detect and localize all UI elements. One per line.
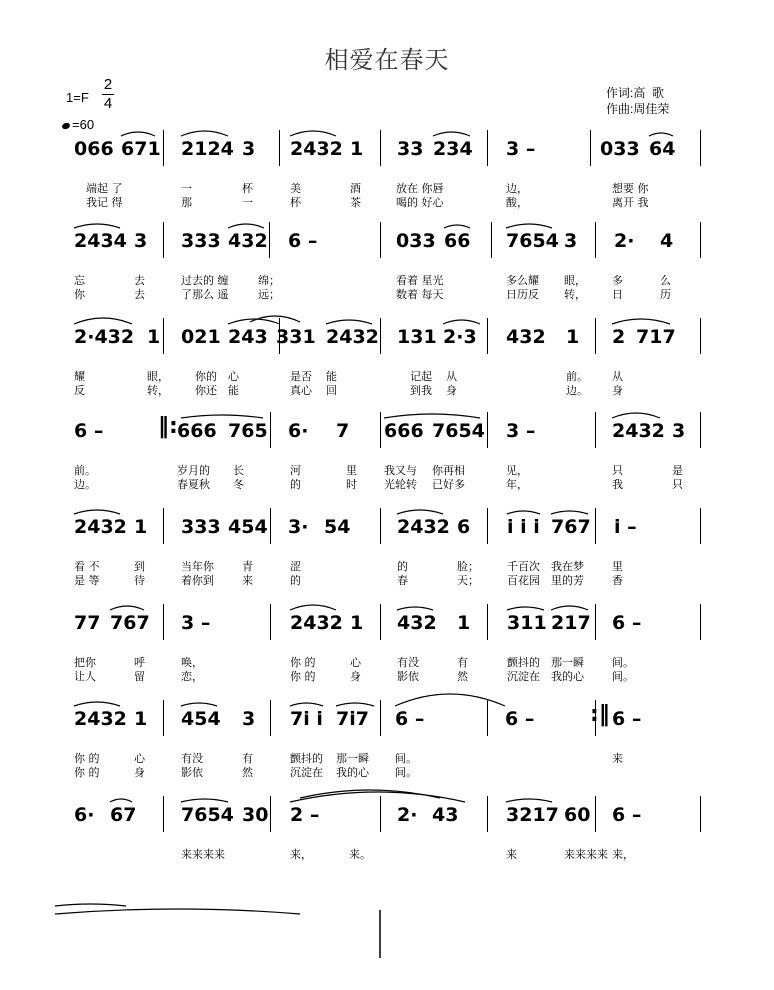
lyric-verse-2: 的 — [290, 574, 301, 587]
lyric-verse-1: 来。 — [349, 848, 371, 861]
lyric-verse-1: 间。 — [612, 656, 634, 669]
note-group: 033 — [396, 230, 436, 252]
lyric-verse-2: 你 — [74, 288, 85, 301]
lyric-verse-2: 里的芳 — [551, 574, 584, 587]
lyric-verse-1: 脸； — [457, 560, 479, 573]
slur — [181, 415, 263, 418]
lyric-verse-2: 回 — [326, 384, 337, 397]
note-group: 454 — [181, 708, 221, 730]
lyric-verse-1: 去 — [134, 274, 145, 287]
slur — [612, 319, 670, 324]
score-row-partial — [0, 900, 774, 990]
lyric-verse-2: 已好多 — [432, 478, 465, 491]
lyric-verse-2: 香 — [612, 574, 623, 587]
lyric-verse-1: 来 — [612, 752, 623, 765]
lyric-verse-2: 天； — [457, 574, 479, 587]
slur — [55, 909, 300, 914]
lyric-verse-2: 酸， — [506, 196, 528, 209]
note-group: 33 — [397, 138, 424, 160]
slur — [384, 414, 480, 418]
score-row — [0, 130, 774, 220]
note-group: 333 — [181, 230, 221, 252]
lyric-verse-2: 远； — [258, 288, 280, 301]
slur — [551, 606, 588, 610]
score-row — [0, 318, 774, 408]
note-group: 2 – — [290, 804, 320, 826]
lyric-verse-2: 数着 每天 — [396, 288, 444, 301]
time-sig-bottom: 4 — [103, 95, 113, 112]
note-group: i – — [614, 516, 637, 538]
lyric-verse-1: 颤抖的 — [507, 656, 540, 669]
note-group: 2432 — [74, 516, 127, 538]
lyric-verse-2: 你 的 — [74, 766, 100, 779]
slur — [181, 703, 217, 706]
note-group: 2124 — [181, 138, 234, 160]
score-row — [0, 222, 774, 312]
lyric-verse-2: 转， — [564, 288, 586, 301]
slur — [74, 510, 120, 514]
lyric-verse-2: 了那么 遥 — [181, 288, 229, 301]
lyric-verse-1: 有 — [457, 656, 468, 669]
slur-layer — [0, 498, 774, 538]
lyric-verse-1: 岁月的 — [177, 464, 210, 477]
lyric-verse-1: 里 — [346, 464, 357, 477]
note-line — [0, 604, 774, 640]
note-group: 3 — [134, 230, 148, 252]
slur — [55, 904, 126, 906]
note-group: 432 — [506, 326, 546, 348]
repeat-end-icon: :‖ — [590, 702, 610, 727]
note-group: 671 — [121, 138, 161, 160]
note-group: 3 — [242, 138, 256, 160]
lyric-verse-2: 喝的 好心 — [396, 196, 444, 209]
note-group: 2432 — [290, 138, 343, 160]
score-row — [0, 604, 774, 694]
lyric-verse-2: 待 — [134, 574, 145, 587]
lyric-verse-1: 想要 你 — [612, 182, 649, 195]
slur — [506, 224, 552, 228]
note-group: 454 — [228, 516, 268, 538]
note-group: 033 — [600, 138, 640, 160]
lyric-verse-1: 到 — [134, 560, 145, 573]
lyric-verse-2: 身 — [612, 384, 623, 397]
note-group: 6 — [457, 516, 471, 538]
lyric-verse-1: 涩 — [290, 560, 301, 573]
lyric-verse-1: 前。 — [566, 370, 588, 383]
lyric-verse-1: 间。 — [395, 752, 417, 765]
tempo-value: =60 — [72, 117, 95, 132]
note-group: 2432 — [290, 612, 343, 634]
note-group: 6 – — [505, 708, 535, 730]
note-line — [0, 700, 774, 736]
lyric-verse-1: 呼 — [134, 656, 145, 669]
note-group: 2·432 — [74, 326, 135, 348]
note-group: 666 — [384, 420, 424, 442]
credits — [606, 85, 669, 117]
lyric-verse-2: 着你到 — [181, 574, 214, 587]
lyric-verse-2: 沉淀在 — [290, 766, 323, 779]
slur — [74, 318, 132, 324]
slur — [74, 224, 120, 228]
key-signature: 1=F — [66, 90, 89, 105]
lyric-verse-1: 绵； — [258, 274, 280, 287]
lyric-verse-1: 心 — [134, 752, 145, 765]
note-group: 2432 — [74, 708, 127, 730]
note-group: 7654 — [181, 804, 234, 826]
lyric-verse-1: 青 — [242, 560, 253, 573]
slur — [397, 510, 443, 514]
note-group: 6· — [288, 420, 309, 442]
lyric-verse-1: 有 — [242, 752, 253, 765]
slur — [443, 320, 480, 324]
lyric-verse-2: 百花园 — [507, 574, 540, 587]
note-group: 6· — [74, 804, 95, 826]
slur — [507, 511, 540, 514]
lyric-verse-1: 你 的 — [74, 752, 100, 765]
repeat-start-icon: ‖: — [158, 414, 178, 439]
lyric-verse-2: 间。 — [612, 670, 634, 683]
lyric-verse-2: 沉淀在 — [507, 670, 540, 683]
note-group: 66 — [444, 230, 471, 252]
note-line — [0, 412, 774, 448]
note-group: 7i7 — [336, 708, 369, 730]
score-row — [0, 508, 774, 598]
lyric-verse-1: 心 — [228, 370, 239, 383]
slur — [507, 607, 544, 610]
lyric-verse-2: 是 等 — [74, 574, 100, 587]
lyric-verse-2: 真心 — [290, 384, 312, 397]
lyric-verse-2: 春夏秋 — [177, 478, 210, 491]
note-group: 021 — [181, 326, 221, 348]
note-group: 6 – — [288, 230, 318, 252]
lyric-verse-1: 有没 — [397, 656, 419, 669]
lyric-verse-1: 酒 — [350, 182, 361, 195]
slur-layer — [0, 212, 774, 252]
lyric-verse-2: 光轮转 — [384, 478, 417, 491]
note-group: 6 – — [612, 612, 642, 634]
lyric-verse-2: 来 — [242, 574, 253, 587]
lyric-verse-1: 你 的 — [290, 656, 316, 669]
lyric-verse-2: 只 — [672, 478, 683, 491]
note-group: 666 — [177, 420, 217, 442]
lyric-verse-2: 我记 得 — [86, 196, 123, 209]
lyric-verse-2: 茶 — [350, 196, 361, 209]
slur — [649, 133, 673, 136]
note-group: 6 – — [395, 708, 425, 730]
lyric-verse-2: 去 — [134, 288, 145, 301]
lyric-verse-1: 长 — [233, 464, 244, 477]
lyric-verse-2: 能 — [228, 384, 239, 397]
lyric-verse-1: 忘 — [74, 274, 85, 287]
lyric-verse-1: 前。 — [74, 464, 96, 477]
note-group: 7654 — [432, 420, 485, 442]
note-group: 43 — [432, 804, 459, 826]
lyric-verse-1: 那一瞬 — [336, 752, 369, 765]
lyric-verse-1: 里 — [612, 560, 623, 573]
note-group: 60 — [564, 804, 591, 826]
slur — [228, 224, 264, 228]
lyric-verse-1: 只 — [612, 464, 623, 477]
slur — [290, 605, 336, 610]
note-group: 6 – — [612, 708, 642, 730]
lyric-verse-2: 那 — [181, 196, 192, 209]
note-group: 1 — [350, 612, 364, 634]
lyric-verse-1: 看着 星光 — [396, 274, 444, 287]
slur-layer — [0, 594, 774, 634]
lyric-verse-2: 年， — [506, 478, 528, 491]
lyric-verse-1: 的 — [397, 560, 408, 573]
lyric-verse-1: 心 — [350, 656, 361, 669]
note-group: 6 – — [612, 804, 642, 826]
slur — [121, 132, 155, 136]
note-group: 7 — [336, 420, 350, 442]
lyric-verse-1: 端起 了 — [86, 182, 123, 195]
lyric-verse-2: 身 — [446, 384, 457, 397]
score-row — [0, 412, 774, 502]
note-group: 131 — [397, 326, 437, 348]
lyric-verse-1: 颤抖的 — [290, 752, 323, 765]
lyric-verse-2: 然 — [242, 766, 253, 779]
lyric-verse-2: 时 — [346, 478, 357, 491]
note-line — [0, 130, 774, 166]
lyric-verse-2: 杯 — [290, 196, 301, 209]
note-group: 2432 — [612, 420, 665, 442]
note-group: 3 – — [506, 420, 536, 442]
note-group: 3 – — [506, 138, 536, 160]
lyric-verse-2: 我的心 — [551, 670, 584, 683]
slur — [181, 799, 228, 802]
score-row — [0, 700, 774, 790]
note-group: 1 — [566, 326, 580, 348]
note-line — [0, 508, 774, 544]
lyric-verse-1: 那一瞬 — [551, 656, 584, 669]
lyric-verse-1: 多 — [612, 274, 623, 287]
lyric-verse-2: 转， — [147, 384, 169, 397]
note-group: 331 — [276, 326, 316, 348]
slur — [110, 799, 132, 802]
note-group: 2432 — [326, 326, 379, 348]
lyric-verse-1: 把你 — [74, 656, 96, 669]
note-group: 2432 — [397, 516, 450, 538]
lyric-verse-1: 美 — [290, 182, 301, 195]
note-group: 3 — [564, 230, 578, 252]
note-group: 3217 — [506, 804, 559, 826]
note-line — [0, 796, 774, 832]
lyric-verse-1: 从 — [446, 370, 457, 383]
lyric-verse-1: 来来来来 — [564, 848, 608, 861]
note-group: 64 — [649, 138, 676, 160]
lyric-verse-2: 留 — [134, 670, 145, 683]
note-group: 234 — [433, 138, 473, 160]
lyric-verse-1: 看 不 — [74, 560, 100, 573]
note-group: 3· — [288, 516, 309, 538]
lyric-verse-1: 耀 — [74, 370, 85, 383]
note-group: 6 – — [74, 420, 104, 442]
note-group: 1 — [147, 326, 161, 348]
lyric-verse-1: 唤， — [181, 656, 203, 669]
time-sig-top: 2 — [103, 76, 113, 93]
note-group: 4 — [660, 230, 674, 252]
slur — [290, 703, 323, 706]
lyric-verse-1: 有没 — [181, 752, 203, 765]
note-group: 3 – — [181, 612, 211, 634]
note-group: 7654 — [506, 230, 559, 252]
note-group: 1 — [457, 612, 471, 634]
slur — [181, 131, 228, 136]
slur — [336, 703, 374, 706]
note-group: 767 — [110, 612, 150, 634]
lyric-verse-2: 的 — [290, 478, 301, 491]
composer: 作曲:周佳荣 — [606, 102, 670, 116]
lyric-verse-2: 我 — [612, 478, 623, 491]
lyric-verse-1: 你再相 — [432, 464, 465, 477]
lyric-verse-1: 见， — [506, 464, 528, 477]
lyric-verse-1: 来， — [290, 848, 312, 861]
lyric-verse-1: 来 — [506, 848, 517, 861]
slur-layer — [0, 690, 774, 730]
lyric-verse-2: 一 — [242, 196, 253, 209]
slur-layer — [0, 120, 774, 160]
note-group: 7i i — [290, 708, 323, 730]
note-group: 77 — [74, 612, 101, 634]
note-group: 767 — [551, 516, 591, 538]
note-group: 2·3 — [443, 326, 477, 348]
lyric-verse-2: 你还 — [195, 384, 217, 397]
lyric-verse-1: 从 — [612, 370, 623, 383]
lyric-verse-2: 日历反 — [506, 288, 539, 301]
lyric-verse-1: 河 — [290, 464, 301, 477]
lyric-verse-2: 春 — [397, 574, 408, 587]
lyric-verse-1: 来来来来 — [181, 848, 225, 861]
lyric-verse-1: 过去的 缠 — [181, 274, 229, 287]
note-group: 30 — [242, 804, 269, 826]
note-group: 765 — [228, 420, 268, 442]
slur — [551, 511, 588, 514]
note-group: 432 — [228, 230, 268, 252]
lyric-verse-2: 反 — [74, 384, 85, 397]
lyric-verse-2: 恋， — [181, 670, 203, 683]
note-line — [0, 318, 774, 354]
slur — [433, 132, 470, 136]
note-group: 066 — [74, 138, 114, 160]
lyric-verse-1: 放在 你唇 — [396, 182, 444, 195]
slur — [326, 320, 372, 324]
lyric-verse-1: 眼， — [564, 274, 586, 287]
lyric-verse-2: 冬 — [233, 478, 244, 491]
note-group: 3 — [672, 420, 686, 442]
slur — [250, 316, 300, 322]
slur — [444, 225, 470, 228]
note-group: 2434 — [74, 230, 127, 252]
lyric-verse-2: 历 — [660, 288, 671, 301]
note-group: 333 — [181, 516, 221, 538]
song-title: 相爱在春天 — [324, 46, 450, 74]
time-signature — [101, 76, 115, 113]
note-group: 217 — [551, 612, 591, 634]
lyric-verse-1: 我又与 — [384, 464, 417, 477]
lyric-verse-2: 影依 — [181, 766, 203, 779]
lyric-verse-2: 让人 — [74, 670, 96, 683]
note-group: 1 — [134, 708, 148, 730]
slur — [74, 702, 120, 706]
lyric-verse-1: 当年你 — [181, 560, 214, 573]
note-group: 2· — [614, 230, 635, 252]
note-group: i i i — [507, 516, 540, 538]
slur — [395, 694, 505, 706]
slur — [612, 413, 660, 418]
note-group: 311 — [507, 612, 547, 634]
note-group: 717 — [636, 326, 676, 348]
note-group: 54 — [324, 516, 351, 538]
partial-slur-layer — [0, 900, 774, 958]
lyric-verse-2: 你 的 — [290, 670, 316, 683]
note-group: 243 — [228, 326, 268, 348]
lyric-verse-2: 间。 — [395, 766, 417, 779]
lyric-verse-1: 多么耀 — [506, 274, 539, 287]
slur-layer — [0, 402, 774, 442]
note-group: 3 — [242, 708, 256, 730]
slur-layer — [0, 786, 774, 826]
note-group: 2· — [397, 804, 418, 826]
lyric-verse-2: 边。 — [74, 478, 96, 491]
note-line — [0, 222, 774, 258]
slur — [397, 607, 433, 610]
lyric-verse-1: 么 — [660, 274, 671, 287]
lyric-verse-1: 你的 — [195, 370, 217, 383]
note-group: 1 — [350, 138, 364, 160]
lyric-verse-1: 我在梦 — [551, 560, 584, 573]
slur — [300, 790, 440, 798]
lyric-verse-2: 离开 我 — [612, 196, 649, 209]
lyric-verse-1: 记起 — [410, 370, 432, 383]
lyric-verse-2: 身 — [134, 766, 145, 779]
note-group: 432 — [397, 612, 437, 634]
lyric-verse-2: 然 — [457, 670, 468, 683]
note-group: 1 — [134, 516, 148, 538]
lyric-verse-2: 我的心 — [336, 766, 369, 779]
lyricist: 作词:高 歌 — [606, 86, 665, 100]
lyric-verse-1: 千百次 — [507, 560, 540, 573]
slur — [290, 792, 465, 802]
lyric-verse-2: 日 — [612, 288, 623, 301]
lyric-verse-1: 杯 — [242, 182, 253, 195]
lyric-verse-1: 能 — [326, 370, 337, 383]
lyric-verse-1: 来， — [612, 848, 634, 861]
lyric-verse-1: 是 — [672, 464, 683, 477]
lyric-verse-1: 眼， — [147, 370, 169, 383]
slur — [506, 799, 552, 802]
lyric-verse-2: 边。 — [566, 384, 588, 397]
lyric-verse-2: 身 — [350, 670, 361, 683]
lyric-verse-2: 到我 — [410, 384, 432, 397]
slur-layer — [0, 308, 774, 348]
lyric-verse-2: 影依 — [397, 670, 419, 683]
slur — [110, 606, 144, 610]
lyric-verse-1: 边， — [506, 182, 528, 195]
slur — [290, 131, 336, 136]
lyric-verse-1: 一 — [181, 182, 192, 195]
note-group: 2 — [612, 326, 626, 348]
note-group: 67 — [110, 804, 137, 826]
score-row — [0, 796, 774, 886]
lyric-verse-1: 是否 — [290, 370, 312, 383]
